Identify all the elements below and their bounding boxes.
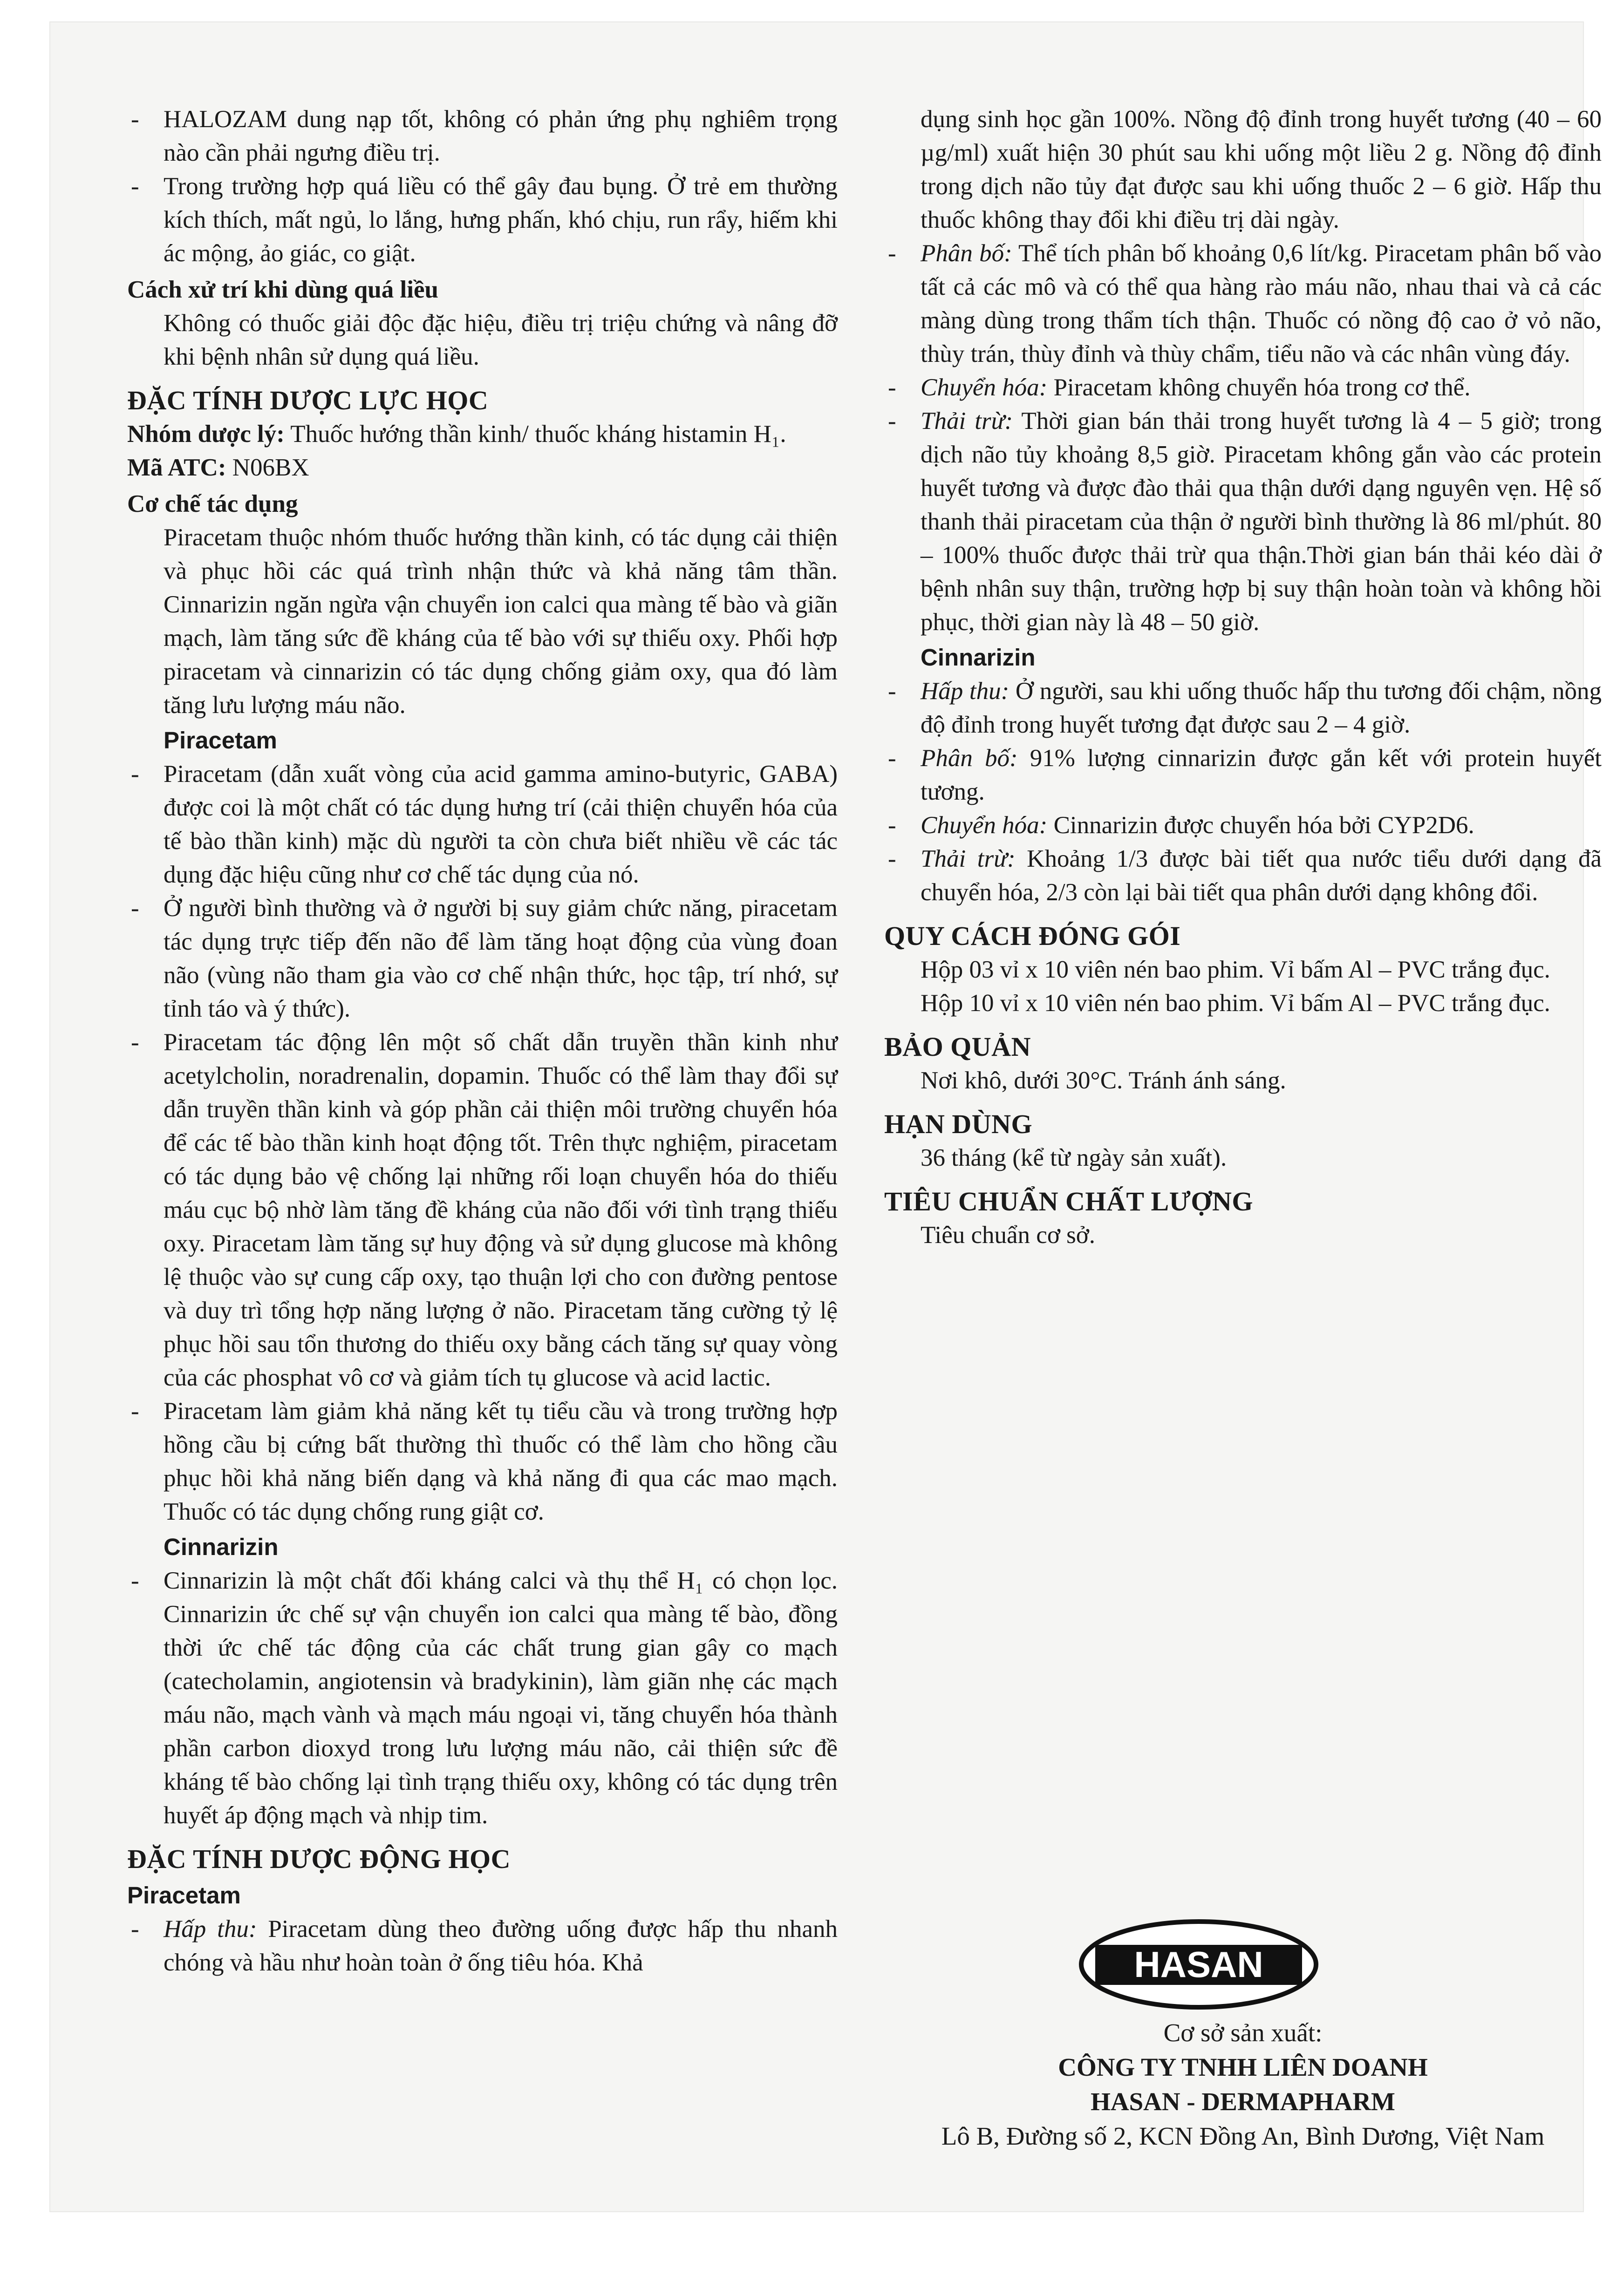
- overdose-text: Không có thuốc giải độc đặc hiệu, điều trị triệu chứng và nâng đỡ khi bệnh nhân sử dụng quá liều.: [164, 310, 838, 370]
- packaging-heading: QUY CÁCH ĐÓNG GÓI: [884, 921, 1181, 951]
- atc-code: [127, 451, 838, 484]
- logo-text: HASAN: [1134, 1944, 1263, 1985]
- list-item: - Piracetam làm giảm khả năng kết tụ tiểu cầu và trong trường hợp hồng cầu bị cứng bất thường thì thuốc có thể làm cho hồng cầu phục hồi khả năng biến dạng và khả năng đi qua các mao mạch. Thuốc có tác dụng chống rung giật cơ.: [127, 1394, 838, 1528]
- storage-heading: BẢO QUẢN: [884, 1032, 1031, 1062]
- company-address: Lô B, Đường số 2, KCN Đồng An, Bình Dương, Việt Nam: [941, 2122, 1545, 2150]
- item-label: Thải trừ:: [921, 845, 1016, 872]
- pk-cinnarizin-heading: Cinnarizin: [921, 644, 1036, 671]
- item-text: Piracetam không chuyển hóa trong cơ thể.: [1053, 374, 1471, 401]
- document-page: [50, 22, 1602, 2211]
- item-label: Hấp thu:: [164, 1916, 257, 1943]
- quality-standard-text: Tiêu chuẩn cơ sở.: [921, 1222, 1096, 1249]
- item-label: Hấp thu:: [921, 678, 1010, 705]
- pharm-group-value: Thuốc hướng thần kinh/ thuốc kháng histamin H₁.: [290, 421, 786, 448]
- item-text: Ở người, sau khi uống thuốc hấp thu tương đối chậm, nồng độ đỉnh trong huyết tương đạt được sau 2 – 4 giờ.: [921, 678, 1602, 738]
- manufacturer-block: [884, 2016, 1602, 2153]
- expiry-heading: HẠN DÙNG: [884, 1109, 1033, 1139]
- item-label: Phân bố:: [921, 240, 1012, 267]
- company-name-line2: HASAN - DERMAPHARM: [1091, 2087, 1395, 2116]
- producer-label: Cơ sở sản xuất:: [1163, 2018, 1323, 2047]
- mechanism-heading: Cơ chế tác dụng: [127, 490, 298, 517]
- atc-value: N06BX: [232, 454, 309, 481]
- list-item: [884, 842, 1602, 909]
- pharmacokinetics-heading: ĐẶC TÍNH DƯỢC ĐỘNG HỌC: [127, 1844, 511, 1874]
- list-item: [884, 741, 1602, 808]
- company-name-line1: CÔNG TY TNHH LIÊN DOANH: [1058, 2053, 1428, 2081]
- cinnarizin-heading: Cinnarizin: [164, 1534, 279, 1560]
- left-column: [127, 102, 838, 1979]
- item-label: Chuyển hóa:: [921, 812, 1048, 839]
- atc-label: Mã ATC:: [127, 454, 226, 481]
- list-item: [884, 404, 1602, 639]
- packaging-line: Hộp 03 vỉ x 10 viên nén bao phim. Vỉ bấm Al – PVC trắng đục.: [921, 956, 1550, 983]
- list-item: [884, 371, 1602, 404]
- storage-text: Nơi khô, dưới 30°C. Tránh ánh sáng.: [921, 1067, 1286, 1094]
- list-item: [884, 237, 1602, 371]
- list-item: - Ở người bình thường và ở người bị suy giảm chức năng, piracetam tác dụng trực tiếp đến não để làm tăng hoạt động của vùng đoan não (vùng não tham gia vào cơ chế nhận thức, học tập, trí nhớ, sự tỉnh táo và ý thức).: [127, 891, 838, 1026]
- list-item: [884, 674, 1602, 741]
- item-text: Thể tích phân bố khoảng 0,6 lít/kg. Piracetam phân bố vào tất cả các mô và có thể qua hàng rào máu não, nhau thai và cả các màng dùng trong thẩm tích thận. Thuốc có nồng độ cao ở vỏ não, thùy trán, thùy đỉnh và thùy chẩm, tiểu não và các nhân vùng đáy.: [921, 240, 1602, 367]
- hasan-logo: [1078, 1918, 1320, 2011]
- absorption-continued: dụng sinh học gần 100%. Nồng độ đỉnh trong huyết tương (40 – 60 µg/ml) xuất hiện 30 phút sau khi uống một liều 2 g. Nồng độ đỉnh trong dịch não tủy đạt được sau khi uống thuốc 2 – 6 giờ. Hấp thu thuốc không thay đổi khi điều trị dài ngày.: [921, 106, 1602, 233]
- list-item: [127, 1912, 838, 1979]
- pharm-group-label: Nhóm dược lý:: [127, 421, 285, 448]
- piracetam-heading: Piracetam: [164, 727, 277, 754]
- quality-standard-heading: TIÊU CHUẨN CHẤT LƯỢNG: [884, 1186, 1253, 1216]
- item-label: Chuyển hóa:: [921, 374, 1048, 401]
- item-text: Piracetam dùng theo đường uống được hấp thu nhanh chóng và hầu như hoàn toàn ở ống tiêu hóa. Khả: [164, 1916, 838, 1976]
- list-item: - Trong trường hợp quá liều có thể gây đau bụng. Ở trẻ em thường kích thích, mất ngủ, lo lắng, hưng phấn, khó chịu, run rẩy, hiếm khi ác mộng, ảo giác, co giật.: [127, 170, 838, 270]
- expiry-text: 36 tháng (kể từ ngày sản xuất).: [921, 1144, 1227, 1171]
- item-text: 91% lượng cinnarizin được gắn kết với protein huyết tương.: [921, 745, 1602, 805]
- packaging-line: Hộp 10 vỉ x 10 viên nén bao phim. Vỉ bấm Al – PVC trắng đục.: [921, 990, 1550, 1017]
- list-item: - Piracetam tác động lên một số chất dẫn truyền thần kinh như acetylcholin, noradrenalin, dopamin. Thuốc có thể làm thay đổi sự dẫn truyền thần kinh và góp phần cải thiện môi trường chuyển hóa để các tế bào thần kinh hoạt động tốt. Trên thực nghiệm, piracetam có tác dụng bảo vệ chống lại những rối loạn chuyển hóa do thiếu máu cục bộ nhờ làm tăng đề kháng của não đối với tình trạng thiếu oxy. Piracetam làm tăng sự huy động và sử dụng glucose mà không lệ thuộc vào sự cung cấp oxy, tạo thuận lợi cho con đường pentose và duy trì tổng hợp năng lượng ở não. Piracetam tăng cường tỷ lệ phục hồi sau tổn thương do thiếu oxy bằng cách tăng sự quay vòng của các phosphat vô cơ và giảm tích tụ glucose và acid lactic.: [127, 1026, 838, 1394]
- item-label: Phân bố:: [921, 745, 1018, 772]
- item-text: Cinnarizin được chuyển hóa bởi CYP2D6.: [1053, 812, 1474, 839]
- list-item: - HALOZAM dung nạp tốt, không có phản ứng phụ nghiêm trọng nào cần phải ngưng điều trị.: [127, 102, 838, 170]
- list-item: [884, 808, 1602, 842]
- pk-piracetam-heading: Piracetam: [127, 1882, 241, 1909]
- overdose-heading: Cách xử trí khi dùng quá liều: [127, 276, 438, 303]
- item-text: Thời gian bán thải trong huyết tương là 4 – 5 giờ; trong dịch não tủy khoảng 8,5 giờ. Piracetam không gắn vào các protein huyết tương và được đào thải qua thận dưới dạng nguyên vẹn. Hệ số thanh thải piracetam của thận ở người bình thường là 86 ml/phút. 80 – 100% thuốc được thải trừ qua thận.Thời gian bán thải kéo dài ở bệnh nhân suy thận, trường hợp bị suy thận hoàn toàn và không hồi phục, thời gian này là 48 – 50 giờ.: [921, 408, 1602, 636]
- right-column: [884, 102, 1602, 1252]
- pharm-group: [127, 417, 838, 451]
- item-label: Thải trừ:: [921, 408, 1013, 435]
- list-item: - Piracetam (dẫn xuất vòng của acid gamma amino-butyric, GABA) được coi là một chất có tác dụng hưng trí (cải thiện chuyển hóa của tế bào thần kinh) mặc dù người ta còn chưa biết nhiều về các tác dụng đặc hiệu cũng như cơ chế tác dụng của nó.: [127, 757, 838, 891]
- item-text: Khoảng 1/3 được bài tiết qua nước tiểu dưới dạng đã chuyển hóa, 2/3 còn lại bài tiết qua phân dưới dạng không đổi.: [921, 845, 1602, 906]
- list-item: - Cinnarizin là một chất đối kháng calci và thụ thể H₁ có chọn lọc. Cinnarizin ức chế sự vận chuyển ion calci qua màng tế bào, đồng thời ức chế tác động của các chất trung gian gây co mạch (catecholamin, angiotensin và bradykinin), làm giãn nhẹ các mạch máu não, mạch vành và mạch máu ngoại vi, tăng chuyển hóa thành phần carbon dioxyd trong lưu lượng máu não, cải thiện sức đề kháng tế bào chống lại tình trạng thiếu oxy, không có tác dụng trên huyết áp động mạch và nhịp tim.: [127, 1564, 838, 1832]
- mechanism-text: Piracetam thuộc nhóm thuốc hướng thần kinh, có tác dụng cải thiện và phục hồi các quá trình nhận thức và khả năng tâm thần. Cinnarizin ngăn ngừa vận chuyển ion calci qua màng tế bào và giãn mạch, làm tăng sức đề kháng của tế bào với sự thiếu oxy. Phối hợp piracetam và cinnarizin có tác dụng chống giảm oxy, qua đó làm tăng lưu lượng máu não.: [164, 524, 838, 719]
- pharmacodynamics-heading: ĐẶC TÍNH DƯỢC LỰC HỌC: [127, 385, 489, 415]
